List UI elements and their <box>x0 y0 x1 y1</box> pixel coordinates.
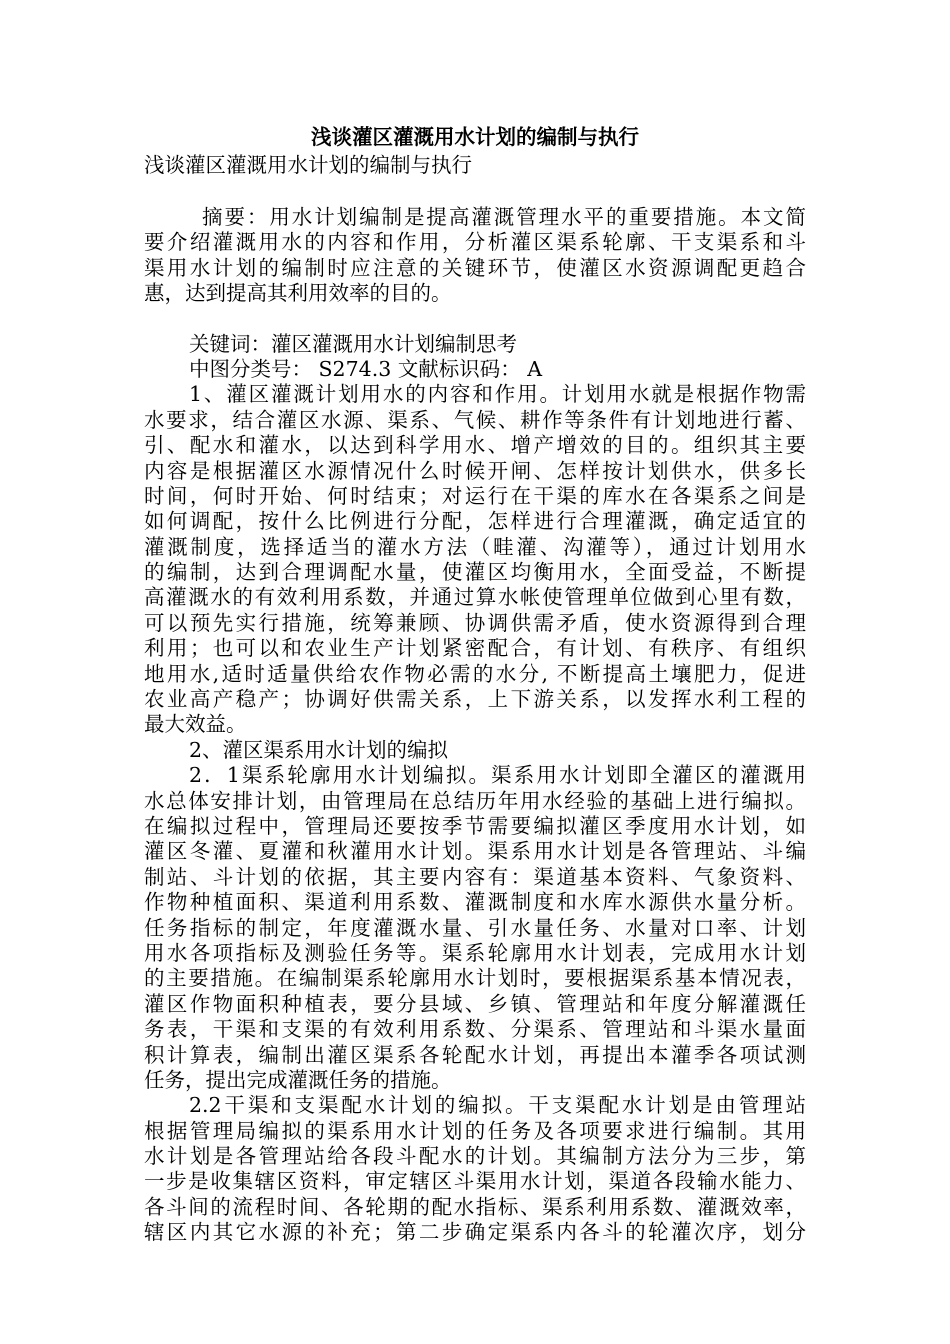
paragraph-line: 2.2干渠和支渠配水计划的编拟。干支渠配水计划是由管理站 <box>189 1093 806 1118</box>
abstract-line: 摘要：用水计划编制是提高灌溉管理水平的重要措施。本文简 <box>202 205 806 229</box>
paragraph-line: 辖区内其它水源的补充；第二步确定渠系内各斗的轮灌次序，划分 <box>144 1220 806 1245</box>
paragraph-line: 地用水,适时适量供给农作物必需的水分, 不断提高土壤肥力，促进 <box>144 661 806 686</box>
section-2-1-paragraph <box>144 763 806 1093</box>
paragraph-line: 用水各项指标及测验任务等。渠系轮廓用水计划表，完成用水计划 <box>144 940 806 965</box>
paragraph-line: 制站、斗计划的依据，其主要内容有：渠道基本资料、气象资料、 <box>144 864 806 889</box>
paragraph-line: 如何调配，按什么比例进行分配，怎样进行合理灌溉，确定适宜的 <box>144 509 806 534</box>
section-2-2-paragraph <box>144 1093 806 1245</box>
paragraph-line: 可以预先实行措施，统筹兼顾、协调供需矛盾，使水资源得到合理 <box>144 610 806 635</box>
abstract-line: 要介绍灌溉用水的内容和作用，分析灌区渠系轮廓、干支渠系和斗 <box>144 230 806 255</box>
paragraph-line: 的主要措施。在编制渠系轮廓用水计划时，要根据渠系基本情况表， <box>144 966 806 991</box>
paragraph-line: 务表，干渠和支渠的有效利用系数、分渠系、管理站和斗渠水量面 <box>144 1017 806 1042</box>
paragraph-line: 的编制，达到合理调配水量，使灌区均衡用水，全面受益，不断提 <box>144 560 806 585</box>
paragraph-line: 最大效益。 <box>144 712 247 737</box>
paragraph-line: 利用；也可以和农业生产计划紧密配合，有计划、有秩序、有组织 <box>144 636 806 661</box>
paragraph-line: 积计算表，编制出灌区渠系各轮配水计划，再提出本灌季各项试测 <box>144 1042 806 1067</box>
paragraph-line: 内容是根据灌区水源情况什么时候开闸、怎样按计划供水，供多长 <box>144 458 806 483</box>
paragraph-line: 灌溉制度，选择适当的灌水方法（畦灌、沟灌等），通过计划用水 <box>144 534 806 559</box>
paragraph-line: 1、灌区灌溉计划用水的内容和作用。计划用水就是根据作物需 <box>189 382 806 407</box>
paragraph-line: 2．1渠系轮廓用水计划编拟。渠系用水计划即全灌区的灌溉用 <box>189 763 806 788</box>
section-2-heading: 2、灌区渠系用水计划的编拟 <box>189 737 449 762</box>
document-title: 浅谈灌区灌溉用水计划的编制与执行 <box>311 125 639 149</box>
section-1-paragraph <box>144 382 806 737</box>
paragraph-line: 灌区冬灌、夏灌和秋灌用水计划。渠系用水计划是各管理站、斗编 <box>144 839 806 864</box>
paragraph-line: 引、配水和灌水，以达到科学用水、增产增效的目的。组织其主要 <box>144 433 806 458</box>
paragraph-line: 在编拟过程中，管理局还要按季节需要编拟灌区季度用水计划，如 <box>144 813 806 838</box>
document-page <box>144 122 806 1246</box>
classification-line: 中图分类号： S274.3 文献标识码： A <box>189 356 543 381</box>
abstract-line: 惠，达到提高其利用效率的目的。 <box>144 281 452 306</box>
paragraph-line: 各斗间的流程时间、各轮期的配水指标、渠系利用系数、灌溉效率， <box>144 1194 806 1219</box>
keywords-line: 关键词：灌区灌溉用水计划编制思考 <box>189 331 517 356</box>
paragraph-line: 农业高产稳产；协调好供需关系，上下游关系，以发挥水利工程的 <box>144 687 806 712</box>
abstract-paragraph <box>144 205 806 307</box>
paragraph-line: 任务，提出完成灌溉任务的措施。 <box>144 1067 452 1092</box>
paragraph-line: 高灌溉水的有效利用系数，并通过算水帐使管理单位做到心里有数， <box>144 585 806 610</box>
paragraph-line: 任务指标的制定，年度灌溉水量、引水量任务、水量对口率、计划 <box>144 915 806 940</box>
paragraph-line: 根据管理局编拟的渠系用水计划的任务及各项要求进行编制。其用 <box>144 1118 806 1143</box>
spacer <box>144 178 806 205</box>
paragraph-line: 水总体安排计划，由管理局在总结历年用水经验的基础上进行编拟。 <box>144 788 806 813</box>
paragraph-line: 水计划是各管理站给各段斗配水的计划。其编制方法分为三步，第 <box>144 1144 806 1169</box>
paragraph-line: 时间，何时开始、何时结束；对运行在干渠的库水在各渠系之间是 <box>144 483 806 508</box>
abstract-line: 渠用水计划的编制时应注意的关键环节，使灌区水资源调配更趋合 <box>144 255 806 280</box>
paragraph-line: 水要求，结合灌区水源、渠系、气候、耕作等条件有计划地进行蓄、 <box>144 407 806 432</box>
paragraph-line: 一步是收集辖区资料，审定辖区斗渠用水计划，渠道各段输水能力、 <box>144 1169 806 1194</box>
paragraph-line: 作物种植面积、渠道利用系数、灌溉制度和水库水源供水量分析。 <box>144 890 806 915</box>
paragraph-line: 灌区作物面积种植表，要分县域、乡镇、管理站和年度分解灌溉任 <box>144 991 806 1016</box>
document-subtitle: 浅谈灌区灌溉用水计划的编制与执行 <box>144 153 472 177</box>
spacer <box>144 307 806 332</box>
